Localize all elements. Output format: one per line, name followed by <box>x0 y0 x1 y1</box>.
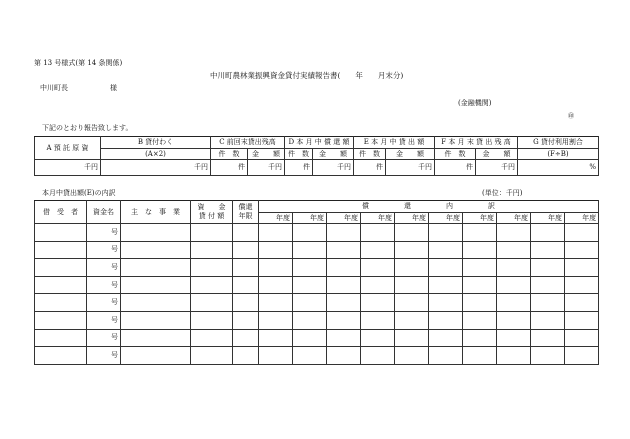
blank-cell <box>293 329 327 347</box>
blank-cell <box>463 347 497 365</box>
blank-cell <box>565 329 599 347</box>
blank-cell <box>327 259 361 277</box>
blank-cell <box>565 311 599 329</box>
blank-cell <box>395 329 429 347</box>
blank-cell <box>531 224 565 242</box>
header-c-amount: 金 額 <box>248 149 285 160</box>
blank-cell <box>531 259 565 277</box>
blank-cell <box>463 259 497 277</box>
blank-cell <box>293 259 327 277</box>
header-e-amount: 金 額 <box>386 149 435 160</box>
blank-cell <box>429 347 463 365</box>
blank-cell <box>293 224 327 242</box>
breakdown-table <box>34 200 599 365</box>
table-row <box>35 276 599 294</box>
fund-number-cell: 号 <box>87 294 121 312</box>
blank-cell <box>565 347 599 365</box>
blank-cell <box>233 347 259 365</box>
value-d-amount-unit: 千円 <box>313 160 354 176</box>
header-borrower: 借 受 者 <box>35 201 87 224</box>
blank-cell <box>233 241 259 259</box>
value-b-unit: 千円 <box>101 160 211 176</box>
blank-cell <box>233 276 259 294</box>
header-repayment-breakdown: 償 還 内 訳 <box>259 201 599 213</box>
fund-number-cell: 号 <box>87 347 121 365</box>
blank-cell <box>429 311 463 329</box>
blank-cell <box>497 259 531 277</box>
blank-cell <box>361 259 395 277</box>
blank-cell <box>463 276 497 294</box>
header-main-business: 主 な 事 業 <box>121 201 191 224</box>
blank-cell <box>35 241 87 259</box>
blank-cell <box>361 241 395 259</box>
value-e-amount-unit: 千円 <box>386 160 435 176</box>
blank-cell <box>429 241 463 259</box>
addressee: 中川町長 様 <box>40 84 117 92</box>
blank-cell <box>191 294 233 312</box>
blank-cell <box>35 329 87 347</box>
value-c-count-unit: 件 <box>211 160 248 176</box>
header-e-lending: E 本 月 中 貸 出 額 <box>354 137 435 149</box>
blank-cell <box>121 347 191 365</box>
year-column-header: 年度 <box>531 213 565 224</box>
blank-cell <box>191 224 233 242</box>
header-loan-amount <box>191 201 233 224</box>
seal-mark: ㊞ <box>568 113 575 120</box>
header-g-utilization: G 貸付利用割合 <box>518 137 599 149</box>
blank-cell <box>191 329 233 347</box>
header-repay-term-line1: 償還 <box>238 203 253 212</box>
year-column-header: 年度 <box>327 213 361 224</box>
blank-cell <box>293 311 327 329</box>
blank-cell <box>327 329 361 347</box>
header-c-prev-balance: C 前回末貸出残高 <box>211 137 285 149</box>
header-b-loan-limit: B 貸付わく <box>101 137 211 149</box>
fund-number-cell: 号 <box>87 241 121 259</box>
fund-number-cell: 号 <box>87 259 121 277</box>
header-f-count: 件 数 <box>435 149 476 160</box>
blank-cell <box>121 311 191 329</box>
year-column-header: 年度 <box>361 213 395 224</box>
blank-cell <box>395 294 429 312</box>
blank-cell <box>327 294 361 312</box>
blank-cell <box>259 224 293 242</box>
blank-cell <box>35 224 87 242</box>
form-number: 第 13 号様式(第 14 条関係) <box>34 59 123 67</box>
blank-cell <box>565 276 599 294</box>
value-e-count-unit: 件 <box>354 160 386 176</box>
value-c-amount-unit: 千円 <box>248 160 285 176</box>
header-f-end-balance: F 本 月 末 貸 出 残 高 <box>435 137 518 149</box>
header-d-count: 件 数 <box>285 149 313 160</box>
blank-cell <box>35 259 87 277</box>
table-row <box>35 241 599 259</box>
blank-cell <box>429 276 463 294</box>
blank-cell <box>293 241 327 259</box>
breakdown-caption: 本月中貸出額(E)の内訳 <box>42 189 116 197</box>
header-e-count: 件 数 <box>354 149 386 160</box>
fund-number-cell: 号 <box>87 311 121 329</box>
blank-cell <box>259 259 293 277</box>
header-repay-term-line2: 年限 <box>238 212 253 220</box>
intro-text: 下記のとおり報告致します。 <box>42 124 133 132</box>
blank-cell <box>121 259 191 277</box>
table-row <box>35 259 599 277</box>
year-column-header: 年度 <box>463 213 497 224</box>
table-row <box>35 347 599 365</box>
blank-cell <box>497 311 531 329</box>
value-a-unit: 千円 <box>35 160 101 176</box>
header-repay-term <box>233 201 259 224</box>
blank-cell <box>497 241 531 259</box>
blank-cell <box>259 329 293 347</box>
blank-cell <box>259 294 293 312</box>
value-f-count-unit: 件 <box>435 160 476 176</box>
blank-cell <box>327 276 361 294</box>
blank-cell <box>531 294 565 312</box>
blank-cell <box>395 241 429 259</box>
fund-number-cell: 号 <box>87 224 121 242</box>
year-column-header: 年度 <box>259 213 293 224</box>
blank-cell <box>497 329 531 347</box>
header-loan-amount-line1: 資 金 <box>197 203 226 212</box>
fund-number-cell: 号 <box>87 276 121 294</box>
value-d-count-unit: 件 <box>285 160 313 176</box>
year-column-header: 年度 <box>293 213 327 224</box>
blank-cell <box>191 241 233 259</box>
blank-cell <box>259 311 293 329</box>
blank-cell <box>191 259 233 277</box>
header-fund-name: 資金名 <box>87 201 121 224</box>
blank-cell <box>429 294 463 312</box>
blank-cell <box>327 241 361 259</box>
blank-cell <box>565 224 599 242</box>
blank-cell <box>531 329 565 347</box>
blank-cell <box>361 329 395 347</box>
blank-cell <box>361 224 395 242</box>
blank-cell <box>293 294 327 312</box>
blank-cell <box>293 276 327 294</box>
blank-cell <box>429 259 463 277</box>
blank-cell <box>327 311 361 329</box>
blank-cell <box>463 224 497 242</box>
blank-cell <box>463 241 497 259</box>
blank-cell <box>121 329 191 347</box>
blank-cell <box>361 276 395 294</box>
blank-cell <box>531 311 565 329</box>
header-d-repayment: D 本 月 中 償 還 額 <box>285 137 354 149</box>
year-column-header: 年度 <box>429 213 463 224</box>
blank-cell <box>531 276 565 294</box>
header-a-deposit: A 預 託 原 資 <box>35 137 101 160</box>
blank-cell <box>327 347 361 365</box>
blank-cell <box>429 329 463 347</box>
blank-cell <box>429 224 463 242</box>
table-row <box>35 311 599 329</box>
blank-cell <box>565 241 599 259</box>
blank-cell <box>395 259 429 277</box>
blank-cell <box>121 241 191 259</box>
blank-cell <box>35 294 87 312</box>
blank-cell <box>463 311 497 329</box>
blank-cell <box>497 294 531 312</box>
blank-cell <box>191 311 233 329</box>
header-d-amount: 金 額 <box>313 149 354 160</box>
blank-cell <box>121 276 191 294</box>
blank-cell <box>259 241 293 259</box>
blank-cell <box>395 276 429 294</box>
blank-cell <box>233 311 259 329</box>
table-row <box>35 224 599 242</box>
blank-cell <box>361 311 395 329</box>
blank-cell <box>259 347 293 365</box>
blank-cell <box>35 276 87 294</box>
blank-cell <box>121 294 191 312</box>
blank-cell <box>395 347 429 365</box>
year-column-header: 年度 <box>497 213 531 224</box>
year-column-header: 年度 <box>395 213 429 224</box>
institution-label: (金融機関) <box>458 99 492 107</box>
header-b-formula: (A×2) <box>101 149 211 160</box>
blank-cell <box>531 347 565 365</box>
summary-table <box>34 136 599 176</box>
blank-cell <box>191 347 233 365</box>
blank-cell <box>565 259 599 277</box>
blank-cell <box>531 241 565 259</box>
blank-cell <box>463 329 497 347</box>
blank-cell <box>361 347 395 365</box>
blank-cell <box>121 224 191 242</box>
blank-cell <box>233 259 259 277</box>
blank-cell <box>395 311 429 329</box>
blank-cell <box>361 294 395 312</box>
header-loan-amount-line2: 貸 付 額 <box>198 212 225 220</box>
year-column-header: 年度 <box>565 213 599 224</box>
blank-cell <box>233 224 259 242</box>
header-f-amount: 金 額 <box>476 149 518 160</box>
blank-cell <box>497 224 531 242</box>
page-title: 中川町農林業振興資金貸付実績報告書( 年 月末分) <box>210 71 404 80</box>
blank-cell <box>233 294 259 312</box>
table-row <box>35 329 599 347</box>
blank-cell <box>327 224 361 242</box>
blank-cell <box>35 347 87 365</box>
blank-cell <box>259 276 293 294</box>
blank-cell <box>395 224 429 242</box>
unit-note: (単位：千円) <box>482 189 523 197</box>
blank-cell <box>35 311 87 329</box>
header-c-count: 件 数 <box>211 149 248 160</box>
header-g-formula: (F÷B) <box>518 149 599 160</box>
blank-cell <box>497 347 531 365</box>
blank-cell <box>497 276 531 294</box>
blank-cell <box>565 294 599 312</box>
table-row <box>35 294 599 312</box>
blank-cell <box>191 276 233 294</box>
blank-cell <box>233 329 259 347</box>
value-g-unit: % <box>518 160 599 176</box>
blank-cell <box>463 294 497 312</box>
fund-number-cell: 号 <box>87 329 121 347</box>
blank-cell <box>293 347 327 365</box>
value-f-amount-unit: 千円 <box>476 160 518 176</box>
